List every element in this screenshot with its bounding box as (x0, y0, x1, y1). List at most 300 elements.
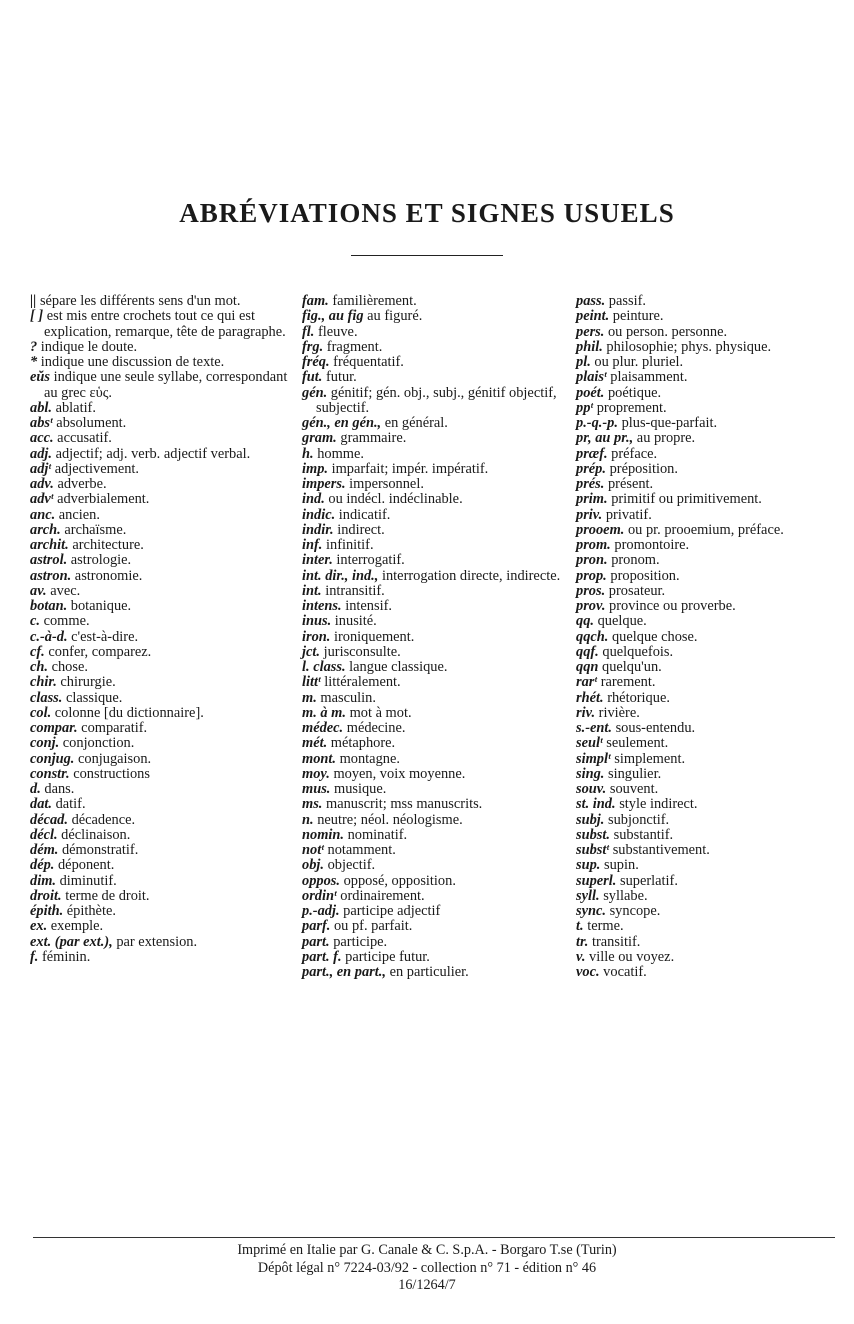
abbreviation-definition: génitif; gén. obj., subj., génitif objectif, subjectif. (316, 384, 557, 416)
abbreviation-term: astrol. (30, 552, 68, 569)
abbreviation-entry (576, 340, 838, 355)
abbreviation-entry (576, 950, 838, 965)
abbreviation-definition: sépare les différents sens d'un mot. (36, 293, 241, 309)
abbreviation-term: [ ] (30, 308, 44, 325)
abbreviation-definition: infinitif. (322, 537, 374, 553)
abbreviation-term: mont. (302, 750, 336, 767)
abbreviation-definition: astrologie. (67, 552, 132, 569)
abbreviation-definition: sous-entendu. (611, 720, 696, 736)
abbreviation-definition: est mis entre crochets tout ce qui est explication, remarque, tête de paragraphe. (43, 308, 286, 340)
abbreviation-definition: botanique. (67, 598, 132, 614)
abbreviation-definition: promontoire. (610, 537, 690, 553)
abbreviation-entry (302, 309, 562, 324)
abbreviation-entry (576, 325, 838, 340)
abbreviation-entry (302, 614, 562, 629)
abbreviation-definition: archaïsme. (60, 521, 127, 538)
abbreviation-entry (302, 935, 562, 950)
abbreviation-entry (302, 462, 562, 477)
abbreviation-definition: féminin. (38, 948, 91, 965)
abbreviation-term: gén. (302, 384, 328, 401)
abbreviation-term: || (30, 293, 37, 309)
abbreviation-entry (576, 736, 838, 751)
abbreviation-term: archit. (30, 537, 69, 553)
abbreviation-term: n. (302, 811, 314, 828)
abbreviation-term: astron. (30, 567, 72, 584)
imprint-legal-deposit-line: Dépôt légal n° 7224-03/92 - collection n° 71 - édition n° 46 (257, 1259, 597, 1276)
abbreviation-entry (302, 386, 562, 417)
abbreviation-entry (30, 950, 288, 965)
abbreviation-term: m. à m. (302, 704, 346, 721)
abbreviation-term: cf. (30, 643, 45, 660)
abbreviation-term: intens. (302, 598, 342, 614)
title-divider (351, 255, 503, 256)
abbreviation-term: tr. (576, 933, 589, 950)
abbreviation-entry (302, 569, 562, 584)
abbreviation-entry (576, 858, 838, 873)
abbreviation-term: qq. (576, 613, 594, 630)
abbreviation-entry (30, 447, 288, 462)
abbreviation-definition: ou indécl. indéclinable. (324, 491, 463, 508)
abbreviation-term: prooem. (576, 521, 625, 538)
abbreviation-term: prés. (576, 476, 605, 492)
abbreviation-definition: par extension. (112, 933, 198, 950)
abbreviation-definition: style indirect. (615, 796, 698, 813)
abbreviation-definition: démonstratif. (58, 842, 139, 858)
abbreviation-entry (30, 538, 288, 553)
imprint-code-line: 16/1264/7 (398, 1277, 456, 1293)
abbreviation-term: voc. (576, 964, 600, 980)
abbreviation-definition: conjugaison. (74, 750, 152, 767)
abbreviation-entry (30, 736, 288, 751)
abbreviation-entry (302, 828, 562, 843)
abbreviation-definition: avec. (46, 582, 81, 599)
abbreviation-entry (576, 584, 838, 599)
abbreviation-term: souv. (576, 781, 607, 797)
abbreviation-definition: adverbialement. (53, 491, 150, 508)
abbreviation-term: inf. (302, 537, 323, 553)
abbreviation-term: st. ind. (576, 796, 616, 813)
abbreviation-term: part., en part., (302, 964, 386, 980)
abbreviation-entry (302, 431, 562, 446)
abbreviation-entry (30, 828, 288, 843)
abbreviation-term: moy. (302, 765, 330, 782)
abbreviation-term: conjug. (30, 750, 75, 767)
abbreviation-term: pass. (576, 293, 606, 309)
abbreviation-definition: syncope. (605, 903, 661, 919)
abbreviation-definition: syllabe. (599, 887, 648, 904)
abbreviation-term: p.-adj. (302, 903, 340, 919)
abbreviation-definition: indique une discussion de texte. (37, 354, 225, 370)
abbreviation-definition: mot à mot. (345, 704, 412, 721)
abbreviation-definition: datif. (52, 796, 86, 813)
abbreviation-entry (30, 843, 288, 858)
abbreviation-term: décl. (30, 826, 58, 843)
abbreviation-definition: privatif. (602, 506, 652, 523)
abbreviation-definition: prosateur. (605, 582, 666, 599)
abbreviation-entry (576, 935, 838, 950)
abbreviation-term: simplᵗ (576, 750, 611, 767)
abbreviation-definition: interrogatif. (332, 552, 405, 569)
abbreviation-term: parf. (302, 918, 331, 935)
abbreviation-term: qqn (576, 659, 599, 675)
abbreviation-entry (30, 919, 288, 934)
abbreviation-definition: musique. (330, 781, 387, 797)
abbreviation-definition: philosophie; phys. physique. (602, 338, 772, 355)
abbreviation-definition: participe. (329, 933, 388, 950)
abbreviation-entry (302, 965, 562, 980)
abbreviation-term: advᵗ (30, 491, 54, 508)
abbreviation-definition: ou pr. prooemium, préface. (624, 521, 784, 538)
abbreviation-definition: manuscrit; mss manuscrits. (322, 796, 483, 813)
abbreviation-entry (30, 706, 288, 721)
abbreviation-term: c. (30, 613, 40, 630)
abbreviation-definition: poétique. (604, 384, 662, 401)
abbreviation-entry (576, 828, 838, 843)
abbreviation-term: qqch. (576, 628, 609, 645)
abbreviation-definition: imparfait; impér. impératif. (328, 460, 489, 477)
abbreviation-term: f. (30, 948, 39, 965)
abbreviation-column-1 (30, 294, 288, 965)
abbreviation-term: sync. (576, 903, 606, 919)
abbreviation-term: peint. (576, 308, 610, 325)
abbreviation-definition: substantif. (610, 826, 674, 843)
abbreviation-definition: terme de droit. (61, 887, 150, 904)
abbreviation-definition: comme. (40, 613, 90, 630)
abbreviation-definition: masculin. (316, 689, 376, 706)
abbreviation-term: pr, au pr., (576, 430, 634, 447)
abbreviation-term: chir. (30, 674, 57, 691)
abbreviation-term: adj. (30, 445, 52, 462)
abbreviation-definition: singulier. (604, 765, 662, 782)
abbreviation-entry (302, 752, 562, 767)
abbreviation-definition: quelque chose. (608, 628, 698, 645)
abbreviation-definition: quelquefois. (598, 643, 674, 660)
abbreviation-entry (30, 630, 288, 645)
abbreviation-entry (30, 858, 288, 873)
abbreviation-definition: objectif. (324, 857, 376, 874)
abbreviation-entry (576, 675, 838, 690)
abbreviation-entry (576, 370, 838, 385)
abbreviation-entry (576, 691, 838, 706)
abbreviation-term: seulᵗ (576, 735, 603, 752)
abbreviation-term: abl. (30, 399, 52, 416)
abbreviation-term: ind. (302, 491, 325, 508)
abbreviation-entry (302, 370, 562, 385)
abbreviation-definition: participe futur. (341, 948, 430, 965)
abbreviation-definition: rivière. (595, 704, 640, 721)
abbreviation-entry (576, 889, 838, 904)
abbreviation-definition: préface. (607, 445, 658, 462)
abbreviation-term: prim. (576, 491, 608, 508)
abbreviation-definition: intransitif. (321, 582, 385, 599)
abbreviation-definition: fragment. (323, 338, 383, 355)
abbreviation-definition: absolument. (52, 415, 127, 431)
abbreviation-definition: montagne. (336, 750, 400, 767)
abbreviation-term: substᵗ (576, 842, 610, 858)
abbreviation-definition: subjonctif. (604, 811, 670, 828)
abbreviation-definition: conjonction. (59, 735, 135, 752)
abbreviation-definition: métaphore. (327, 735, 396, 752)
abbreviation-definition: quelqu'un. (598, 659, 662, 675)
abbreviation-definition: ironiquement. (330, 628, 415, 645)
abbreviation-definition: jurisconsulte. (319, 643, 401, 660)
abbreviation-definition: participe adjectif (339, 903, 441, 919)
abbreviation-definition: déponent. (54, 857, 115, 874)
abbreviation-term: præf. (576, 445, 608, 462)
abbreviation-term: ppᵗ (576, 399, 594, 416)
abbreviation-definition: fréquentatif. (329, 354, 404, 370)
abbreviation-entry (30, 401, 288, 416)
abbreviation-entry (576, 431, 838, 446)
imprint-footer (0, 1242, 854, 1295)
abbreviation-entry (576, 416, 838, 431)
abbreviation-definition: neutre; néol. néologisme. (313, 811, 463, 828)
abbreviation-term: dém. (30, 842, 59, 858)
abbreviation-definition: préposition. (605, 460, 678, 477)
abbreviation-term: absᵗ (30, 415, 53, 431)
abbreviation-definition: ablatif. (52, 399, 96, 416)
abbreviation-entry (30, 797, 288, 812)
abbreviation-entry (302, 553, 562, 568)
abbreviation-entry (30, 599, 288, 614)
abbreviation-entry (576, 462, 838, 477)
abbreviation-entry (576, 294, 838, 309)
abbreviation-definition: exemple. (47, 918, 104, 935)
abbreviation-term: notᵗ (302, 842, 324, 858)
abbreviation-entry (302, 843, 562, 858)
abbreviation-definition: ou plur. pluriel. (590, 354, 684, 370)
abbreviation-term: iron. (302, 628, 331, 645)
abbreviation-entry (576, 813, 838, 828)
abbreviation-definition: en général. (381, 415, 448, 431)
abbreviation-term: oppos. (302, 872, 340, 889)
abbreviation-term: ex. (30, 918, 48, 935)
abbreviation-entry (302, 706, 562, 721)
abbreviation-term: dat. (30, 796, 52, 813)
abbreviation-definition: présent. (604, 476, 654, 492)
abbreviation-term: syll. (576, 887, 600, 904)
abbreviation-entry (576, 721, 838, 736)
abbreviation-entry (30, 477, 288, 492)
abbreviation-definition: futur. (322, 369, 357, 386)
abbreviation-definition: supin. (600, 857, 639, 874)
abbreviation-definition: moyen, voix moyenne. (329, 765, 466, 782)
abbreviation-entry (576, 965, 838, 980)
abbreviation-definition: homme. (313, 445, 364, 462)
abbreviation-entry (302, 492, 562, 507)
abbreviation-entry (30, 767, 288, 782)
abbreviation-term: obj. (302, 857, 324, 874)
abbreviation-entry (30, 462, 288, 477)
abbreviation-definition: pronom. (607, 552, 660, 569)
abbreviation-definition: vocatif. (599, 964, 647, 980)
abbreviation-entry (576, 614, 838, 629)
abbreviation-entry (30, 416, 288, 431)
abbreviation-entry (302, 782, 562, 797)
abbreviation-definition: comparatif. (77, 720, 148, 736)
abbreviation-term: c.-à-d. (30, 628, 68, 645)
abbreviation-term: ? (30, 338, 38, 355)
abbreviation-definition: plaisamment. (606, 369, 688, 386)
abbreviation-definition: médecine. (343, 720, 406, 736)
abbreviation-term: ext. (par ext.), (30, 933, 113, 950)
abbreviation-term: pers. (576, 323, 605, 340)
abbreviation-entry (30, 309, 288, 340)
abbreviation-term: ch. (30, 659, 48, 675)
abbreviation-entry (30, 523, 288, 538)
abbreviation-entry (30, 691, 288, 706)
abbreviation-entry (302, 691, 562, 706)
abbreviation-definition: ordinairement. (336, 887, 425, 904)
abbreviation-definition: ville ou voyez. (585, 948, 675, 965)
abbreviation-entry (576, 874, 838, 889)
abbreviation-term: dép. (30, 857, 55, 874)
abbreviation-definition: accusatif. (53, 430, 112, 447)
abbreviation-entry (30, 752, 288, 767)
abbreviation-term: compar. (30, 720, 78, 736)
abbreviation-definition: chirurgie. (56, 674, 116, 691)
abbreviation-definition: au figuré. (363, 308, 423, 325)
abbreviation-term: épith. (30, 903, 64, 919)
abbreviation-definition: simplement. (610, 750, 686, 767)
abbreviation-entry (302, 904, 562, 919)
abbreviation-term: sing. (576, 765, 605, 782)
imprint-printer-line: Imprimé en Italie par G. Canale & C. S.p.A. - Borgaro T.se (Turin) (237, 1242, 617, 1258)
abbreviation-entry (576, 706, 838, 721)
abbreviation-term: part. (302, 933, 330, 950)
abbreviation-entry (576, 401, 838, 416)
abbreviation-term: eŭs (30, 369, 50, 386)
abbreviation-definition: c'est-à-dire. (67, 628, 139, 645)
abbreviation-term: col. (30, 704, 52, 721)
abbreviation-term: part. f. (302, 948, 342, 965)
abbreviation-entry (302, 630, 562, 645)
abbreviation-entry (302, 477, 562, 492)
abbreviation-entry (576, 538, 838, 553)
abbreviation-entry (30, 782, 288, 797)
abbreviation-definition: confer, comparez. (44, 643, 152, 660)
abbreviation-term: prép. (576, 460, 606, 477)
abbreviation-definition: inusité. (331, 613, 377, 630)
abbreviation-term: anc. (30, 506, 56, 523)
abbreviation-definition: littéralement. (320, 674, 401, 691)
abbreviation-entry (30, 294, 288, 309)
abbreviation-definition: primitif ou primitivement. (607, 491, 762, 508)
abbreviation-definition: diminutif. (56, 872, 117, 889)
abbreviation-definition: adjectivement. (51, 460, 140, 477)
abbreviation-definition: décadence. (67, 811, 136, 828)
abbreviation-definition: plus-que-parfait. (617, 415, 718, 431)
abbreviation-term: t. (576, 918, 584, 935)
abbreviation-definition: passif. (605, 293, 646, 309)
abbreviation-entry (576, 904, 838, 919)
abbreviation-entry (30, 584, 288, 599)
abbreviation-definition: indique une seule syllabe, correspondant au grec εὑς. (44, 369, 288, 401)
abbreviation-term: inter. (302, 552, 333, 569)
abbreviation-definition: épithète. (63, 903, 116, 919)
abbreviation-entry (30, 645, 288, 660)
page-title: ABRÉVIATIONS ET SIGNES USUELS (179, 198, 675, 228)
abbreviation-term: l. class. (302, 659, 346, 675)
abbreviation-entry (302, 721, 562, 736)
abbreviation-entry (30, 492, 288, 507)
abbreviation-term: botan. (30, 598, 68, 614)
abbreviation-term: subj. (576, 811, 605, 828)
abbreviation-term: ordinᵗ (302, 887, 337, 904)
abbreviation-definition: astronomie. (71, 567, 143, 584)
abbreviation-entry (302, 919, 562, 934)
abbreviation-term: subst. (576, 826, 610, 843)
abbreviation-definition: superlatif. (616, 872, 678, 889)
abbreviation-definition: colonne [du dictionnaire]. (51, 704, 204, 721)
abbreviation-entry (302, 889, 562, 904)
abbreviation-entry (576, 553, 838, 568)
abbreviation-entry (302, 447, 562, 462)
abbreviation-term: décad. (30, 811, 68, 828)
abbreviation-term: nomin. (302, 826, 344, 843)
abbreviation-entry (302, 599, 562, 614)
abbreviation-entry (30, 569, 288, 584)
abbreviation-entry (302, 340, 562, 355)
abbreviation-definition: ou person. personne. (604, 323, 728, 340)
abbreviation-entry (30, 508, 288, 523)
abbreviation-term: littᵗ (302, 674, 321, 691)
abbreviation-entry (302, 416, 562, 431)
abbreviation-term: superl. (576, 872, 617, 889)
abbreviation-term: adjᵗ (30, 460, 52, 477)
abbreviation-definition: transitif. (588, 933, 641, 950)
abbreviation-entry (30, 889, 288, 904)
abbreviation-definition: impersonnel. (345, 476, 424, 492)
abbreviation-term: prop. (576, 567, 607, 584)
abbreviation-term: adv. (30, 476, 54, 492)
abbreviation-entry (30, 813, 288, 828)
abbreviation-term: int. dir., ind., (302, 567, 379, 584)
abbreviation-term: pron. (576, 552, 608, 569)
abbreviation-term: indic. (302, 506, 336, 523)
abbreviation-term: v. (576, 948, 586, 965)
abbreviation-term: av. (30, 582, 47, 599)
abbreviation-term: sup. (576, 857, 601, 874)
abbreviation-definition: en particulier. (385, 964, 469, 980)
abbreviation-term: frg. (302, 338, 324, 355)
abbreviation-entry (30, 340, 288, 355)
abbreviation-definition: proposition. (606, 567, 680, 584)
abbreviation-term: mét. (302, 735, 328, 752)
abbreviation-term: pros. (576, 582, 606, 599)
abbreviation-definition: classique. (62, 689, 123, 706)
abbreviation-term: fig., au fig (302, 308, 364, 325)
abbreviation-entry (302, 767, 562, 782)
abbreviation-definition: indirect. (333, 521, 385, 538)
abbreviation-term: plaisᵗ (576, 369, 607, 386)
abbreviation-term: * (30, 354, 38, 370)
abbreviation-definition: substantivement. (609, 842, 710, 858)
abbreviation-term: indir. (302, 521, 334, 538)
abbreviation-term: constr. (30, 765, 70, 782)
abbreviation-entry (30, 553, 288, 568)
abbreviation-term: conj. (30, 735, 60, 752)
abbreviation-definition: constructions (69, 765, 150, 782)
abbreviation-entry (302, 813, 562, 828)
abbreviation-definition: architecture. (68, 537, 144, 553)
abbreviation-term: p.-q.-p. (576, 415, 618, 431)
abbreviation-definition: peinture. (609, 308, 664, 325)
abbreviation-entry (302, 736, 562, 751)
abbreviation-term: gén., en gén., (302, 415, 382, 431)
abbreviation-entry (302, 797, 562, 812)
abbreviation-term: pl. (576, 354, 591, 370)
